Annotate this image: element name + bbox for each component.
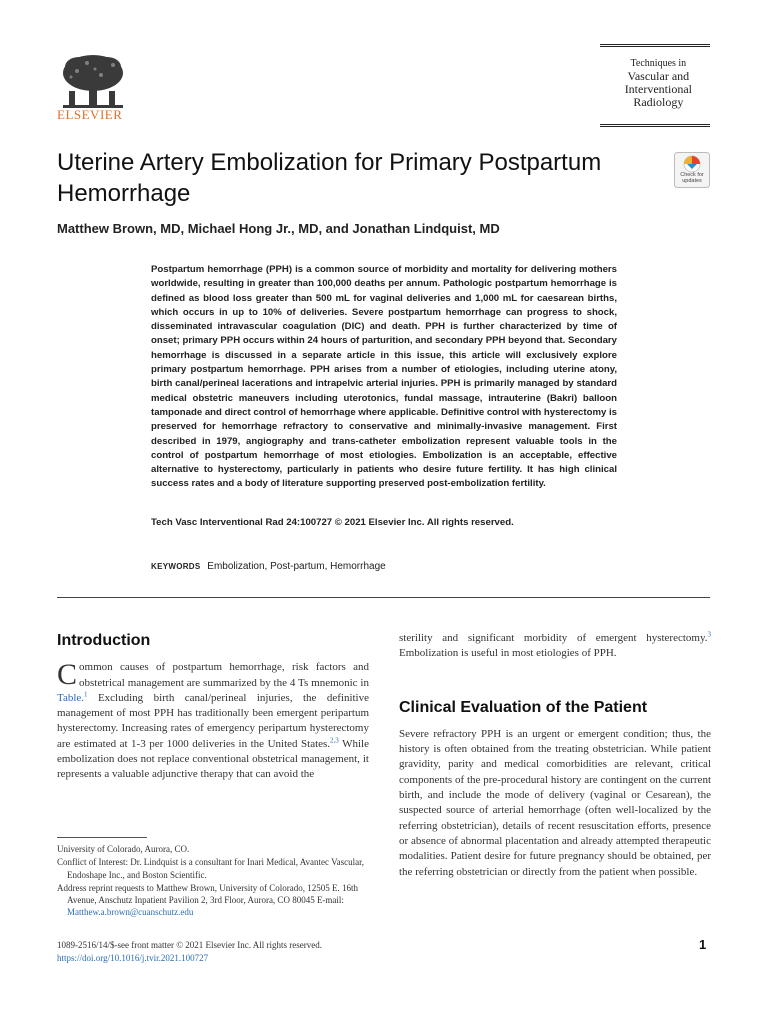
introduction-paragraph: [57, 660, 369, 782]
footnote-conflict: Conflict of Interest: Dr. Lindquist is a consultant for Inari Medical, Avantec Vascular, Endoshape Inc., and Boston Scientific.: [57, 857, 364, 880]
footnote-affiliation: University of Colorado, Aurora, CO.: [57, 844, 190, 854]
page-number: 1: [699, 937, 707, 952]
left-column: [57, 633, 369, 783]
clinical-evaluation-paragraph: Severe refractory PPH is an urgent or emergent condition; thus, the history is often obtained from the treating obstetrician. While patient gravidity, parity and medical comorbidities are relevant, critical components of the pre-procedural history are contingent on the current birth, and include the mode of delivery (vaginal or Cesarean), the suspected source of arterial hemorrhage (often well-localized by the referring obstetrician), details of recent resuscitation efforts, presence or absence of abnormal placentation and already attempted therapeutic modalities. Patient desire for future pregnancy should be obtained, per the referring obstetrician or directly from the patient when possible.: [399, 727, 711, 878]
introduction-heading: Introduction: [57, 632, 151, 649]
footnotes: [57, 843, 369, 920]
author-list: Matthew Brown, MD, Michael Hong Jr., MD, and Jonathan Lindquist, MD: [57, 221, 500, 236]
ref-1[interactable]: 1: [84, 690, 88, 699]
journal-line-4: Radiology: [633, 95, 684, 109]
journal-line-1: Techniques in: [630, 58, 687, 69]
keywords-value: Embolization, Post-partum, Hemorrhage: [207, 561, 386, 572]
intro-text-b: Excluding birth canal/perineal injuries, the definitive management of most PPH has traditionally been emergent peripartum hysterectomy. Increasing rates of emergency peripartum hysterectomy are estimated at 1-3 per 1000 deliveries in the United States.: [57, 691, 369, 750]
clinical-evaluation-heading: Clinical Evaluation of the Patient: [399, 698, 648, 716]
front-matter: [57, 939, 322, 964]
check-for-updates-label: Check for updates: [680, 172, 704, 184]
author-email-link[interactable]: Matthew.a.brown@cuanschutz.edu: [67, 907, 194, 918]
publisher-name: ELSEVIER: [57, 107, 123, 122]
journal-line-3: Interventional: [624, 82, 692, 96]
introduction-continued: [399, 631, 711, 662]
section-divider: [57, 597, 710, 598]
ref-2-3[interactable]: 2,3: [330, 736, 339, 745]
drop-cap: C: [57, 658, 78, 692]
issn-line: 1089-2516/14/$-see front matter © 2021 Elsevier Inc. All rights reserved.: [57, 940, 323, 950]
table-link[interactable]: Table.: [57, 691, 85, 704]
keywords-label: KEYWORDS: [151, 562, 201, 571]
right-column: [399, 630, 711, 880]
abstract: Postpartum hemorrhage (PPH) is a common source of morbidity and mortality for delivering mothers worldwide, resulting in greater than 100,000 deaths per annum. Pathologic postpartum hemorrhage is defined as blood loss greater than 500 mL for vaginal deliveries and 1,000 mL for caesarean births, which occurs in up to 10% of deliveries. Severe postpartum hemorrhage can progress to shock, disseminated intravascular coagulation (DIC) and death. PPH is further characterized by time of onset; primary PPH occurs within 24 hours of parturition, and secondary PPH beyond that. Secondary hemorrhage is discussed in a separate article in this issue, this article will exclusively explore primary postpartum hemorrhage. PPH arises from a number of etiologies, including uterine atony, birth canal/perineal lacerations and intrapelvic arterial injuries. PPH is primarily managed by standard medical obstetric maneuvers including uterotonics, fundal massage, intrauterine (Bakri) balloon tamponade and direct control of hemorrhage where applicable. Definitive control with hysterectomy is preserved for hemorrhage refractory to conservative and minimally-invasive management. First described in 1979, angiography and trans-catheter embolization represent valuable tools in the control of postpartum hemorrhage of most etiologies. Embolization is an acceptable, effective alternative to hysterectomy, particularly in patients who desire future fertility. It has high clinical success rates and a body of literature supporting preserved post-embolization fertility.: [151, 264, 617, 490]
doi-link[interactable]: https://doi.org/10.1016/j.tvir.2021.100727: [57, 952, 209, 963]
keywords: [151, 561, 386, 572]
ref-3[interactable]: 3: [707, 630, 711, 639]
intro-continued-a: sterility and significant morbidity of emergent hysterectomy.: [399, 632, 708, 644]
citation-line: Tech Vasc Interventional Rad 24:100727 © 2021 Elsevier Inc. All rights reserved.: [151, 517, 514, 528]
journal-masthead: [600, 44, 710, 127]
intro-text-c: While embolization does not replace conventional obstetrical management, it represents a valuable adjunctive therapy that can avoid the: [57, 737, 369, 781]
journal-line-2: Vascular and: [627, 69, 690, 83]
intro-text-a: ommon causes of postpartum hemorrhage, risk factors and obstetrical management are summarized by the 4 Ts mnemonic in: [79, 661, 369, 689]
article-title: Uterine Artery Embolization for Primary Postpartum Hemorrhage: [57, 149, 602, 207]
footnote-rule: [57, 837, 147, 838]
intro-continued-b: Embolization is useful in most etiologies of PPH.: [399, 647, 617, 660]
footnote-address-text: Address reprint requests to Matthew Brown, University of Colorado, 12505 E. 16th Avenue, Anschutz Inpatient Pavilion 2, 3rd Floor, Aurora, CO 80045 E-mail:: [57, 882, 358, 906]
footnote-address: [57, 882, 369, 919]
